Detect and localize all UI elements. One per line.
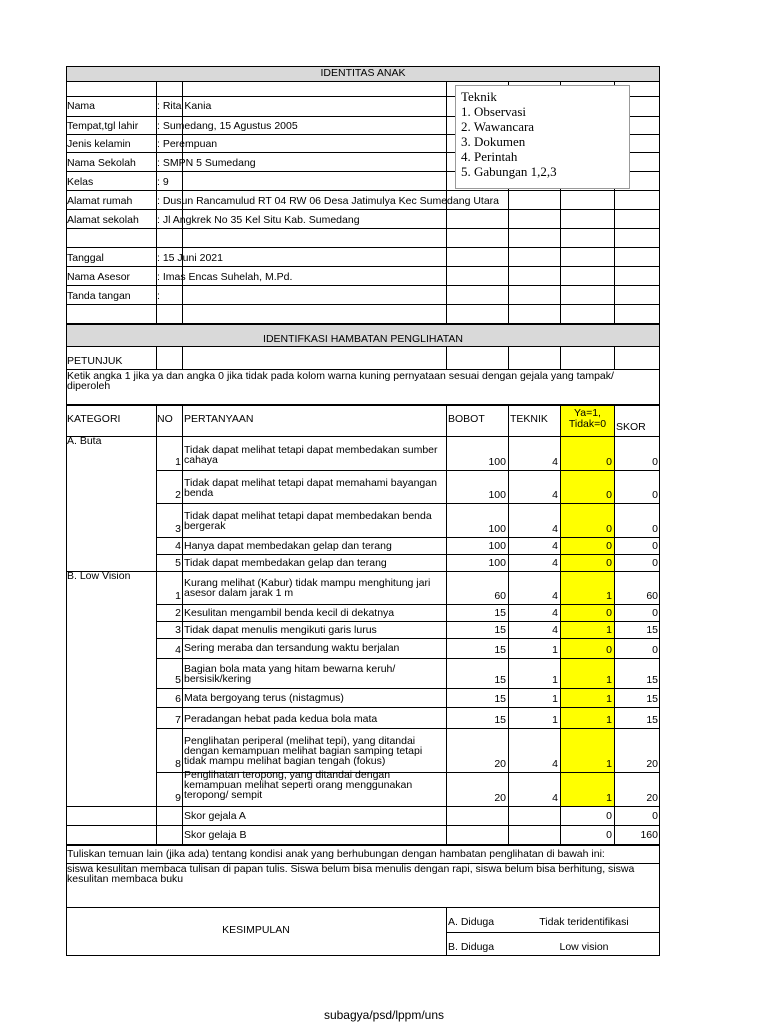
question-answer: 1 <box>606 714 612 726</box>
question-no: 5 <box>175 674 181 686</box>
label-kelas: Kelas <box>67 176 94 188</box>
question-teknik: 4 <box>552 489 558 501</box>
category-b: B. Low Vision <box>67 570 131 582</box>
question-no: 8 <box>175 758 181 770</box>
value-alamat-sekolah: : Jl Angkrek No 35 Kel Situ Kab. Sumedang <box>157 214 360 226</box>
question-teknik: 1 <box>552 674 558 686</box>
question-teknik: 4 <box>552 590 558 602</box>
question-teknik: 4 <box>552 624 558 636</box>
question-skor: 20 <box>646 792 658 804</box>
question-skor: 0 <box>652 557 658 569</box>
question-no: 4 <box>175 540 181 552</box>
question-answer: 1 <box>606 792 612 804</box>
teknik-legend <box>455 85 630 189</box>
total-a-skor: 0 <box>652 810 658 822</box>
question-skor: 0 <box>652 489 658 501</box>
question-teknik: 4 <box>552 456 558 468</box>
question-answer: 0 <box>606 489 612 501</box>
question-text: Tidak dapat melihat tetapi dapat membedakan benda bergerak <box>184 510 432 532</box>
teknik-item-2: 2. Wawancara <box>461 119 535 134</box>
value-kelas: : 9 <box>157 176 169 188</box>
question-skor: 0 <box>652 644 658 656</box>
question-no: 9 <box>175 792 181 804</box>
question-skor: 15 <box>646 714 658 726</box>
total-a-ya: 0 <box>606 810 612 822</box>
col-no: NO <box>157 413 173 425</box>
question-skor: 0 <box>652 456 658 468</box>
value-tanggal: : 15 Juni 2021 <box>157 252 223 264</box>
question-answer: 0 <box>606 607 612 619</box>
value-tanda-tangan: : <box>157 290 160 302</box>
question-skor: 0 <box>652 607 658 619</box>
kesimpulan-label: KESIMPULAN <box>222 924 290 936</box>
question-answer: 1 <box>606 693 612 705</box>
kesimpulan-b-label: B. Diduga <box>448 941 495 953</box>
value-nama: : Rita Kania <box>157 100 212 112</box>
question-teknik: 1 <box>552 693 558 705</box>
question-no: 2 <box>175 607 181 619</box>
question-teknik: 1 <box>552 644 558 656</box>
col-skor: SKOR <box>616 421 646 433</box>
question-teknik: 1 <box>552 714 558 726</box>
kesimpulan-a-value: Tidak teridentifikasi <box>539 916 629 928</box>
question-answer: 1 <box>606 590 612 602</box>
identifikasi-header: IDENTIFKASI HAMBATAN PENGLIHATAN <box>263 333 463 345</box>
question-bobot: 15 <box>494 693 506 705</box>
teknik-item-3: 3. Dokumen <box>461 134 526 149</box>
total-b-ya: 0 <box>606 829 612 841</box>
question-skor: 15 <box>646 674 658 686</box>
question-text: Hanya dapat membedakan gelap dan terang <box>184 540 392 552</box>
value-nama-asesor: : Imas Encas Suhelah, M.Pd. <box>157 271 293 283</box>
question-no: 1 <box>175 456 181 468</box>
question-skor: 15 <box>646 693 658 705</box>
question-bobot: 20 <box>494 792 506 804</box>
col-bobot: BOBOT <box>448 413 485 425</box>
question-no: 3 <box>175 624 181 636</box>
col-ya: Ya=1, <box>574 407 601 419</box>
category-a: A. Buta <box>67 435 102 447</box>
total-b-skor: 160 <box>640 829 658 841</box>
question-answer: 0 <box>606 557 612 569</box>
question-bobot: 100 <box>488 489 506 501</box>
teknik-item-1: 1. Observasi <box>461 104 526 119</box>
question-bobot: 100 <box>488 456 506 468</box>
question-bobot: 100 <box>488 540 506 552</box>
question-bobot: 15 <box>494 624 506 636</box>
col-tidak: Tidak=0 <box>568 418 607 430</box>
question-no: 3 <box>175 523 181 535</box>
question-skor: 15 <box>646 624 658 636</box>
question-skor: 20 <box>646 758 658 770</box>
label-alamat-rumah: Alamat rumah <box>67 195 133 207</box>
question-answer: 1 <box>606 758 612 770</box>
label-tanggal: Tanggal <box>67 252 104 264</box>
question-teknik: 4 <box>552 523 558 535</box>
question-bobot: 20 <box>494 758 506 770</box>
value-tempat-tgl-lahir: : Sumedang, 15 Agustus 2005 <box>157 120 298 132</box>
label-alamat-sekolah: Alamat sekolah <box>67 214 139 226</box>
question-bobot: 100 <box>488 557 506 569</box>
question-teknik: 4 <box>552 540 558 552</box>
question-text: Penglihatan teropong, yang ditandai dengan kemampuan melihat seperti orang menggunakan teropong/ sempit <box>184 769 413 801</box>
question-no: 4 <box>175 644 181 656</box>
question-text: Mata bergoyang terus (nistagmus) <box>184 692 344 704</box>
question-bobot: 15 <box>494 714 506 726</box>
question-text: Bagian bola mata yang hitam bewarna keruh/ bersisik/kering <box>184 663 396 685</box>
footer: subagya/psd/lppm/uns <box>323 1008 445 1022</box>
question-text: Sering meraba dan tersandung waktu berjalan <box>184 642 400 654</box>
teknik-item-4: 4. Perintah <box>461 149 518 164</box>
question-answer: 1 <box>606 624 612 636</box>
question-no: 6 <box>175 693 181 705</box>
temuan-text: siswa kesulitan membaca tulisan di papan tulis. Siswa belum bisa menulis dengan rapi, siswa belum bisa berhitung, siswa kesulitan membaca buku <box>67 863 635 885</box>
question-teknik: 4 <box>552 557 558 569</box>
question-skor: 0 <box>652 523 658 535</box>
total-a-label: Skor gejala A <box>184 810 246 822</box>
question-answer: 0 <box>606 523 612 535</box>
question-bobot: 15 <box>494 674 506 686</box>
label-tanda-tangan: Tanda tangan <box>67 290 131 302</box>
question-teknik: 4 <box>552 792 558 804</box>
temuan-label: Tuliskan temuan lain (jika ada) tentang kondisi anak yang berhubungan dengan hambatan penglihatan di bawah ini: <box>67 848 605 860</box>
question-answer: 0 <box>606 644 612 656</box>
question-text: Penglihatan periperal (melihat tepi), yang ditandai dengan kemampuan melihat bagian samping tetapi tidak mampu melihat bagian tengah (fokus) <box>184 735 423 767</box>
total-b-label: Skor gelaja B <box>184 829 247 841</box>
question-text: Peradangan hebat pada kedua bola mata <box>184 713 378 725</box>
question-bobot: 100 <box>488 523 506 535</box>
question-teknik: 4 <box>552 758 558 770</box>
col-teknik: TEKNIK <box>510 413 548 425</box>
petunjuk-text: Ketik angka 1 jika ya dan angka 0 jika tidak pada kolom warna kuning pernyataan sesuai dengan gejala yang tampak/ diperoleh <box>67 370 614 392</box>
col-pertanyaan: PERTANYAAN <box>184 413 254 425</box>
value-nama-sekolah: : SMPN 5 Sumedang <box>157 157 256 169</box>
label-nama-sekolah: Nama Sekolah <box>67 157 136 169</box>
question-bobot: 15 <box>494 644 506 656</box>
label-tempat-tgl-lahir: Tempat,tgl lahir <box>67 120 139 132</box>
question-no: 2 <box>175 489 181 501</box>
question-skor: 0 <box>652 540 658 552</box>
question-text: Kurang melihat (Kabur) tidak mampu menghitung jari asesor dalam jarak 1 m <box>184 577 431 599</box>
question-bobot: 15 <box>494 607 506 619</box>
question-no: 1 <box>175 590 181 602</box>
identitas-header: IDENTITAS ANAK <box>320 67 406 79</box>
label-jenis-kelamin: Jenis kelamin <box>67 138 131 150</box>
teknik-item-5: 5. Gabungan 1,2,3 <box>461 164 557 179</box>
question-text: Tidak dapat menulis mengikuti garis lurus <box>184 624 377 636</box>
label-nama-asesor: Nama Asesor <box>67 271 131 283</box>
value-jenis-kelamin: : Perempuan <box>157 138 218 150</box>
label-nama: Nama <box>67 100 96 112</box>
petunjuk-label: PETUNJUK <box>67 355 123 367</box>
question-text: Kesulitan mengambil benda kecil di dekatnya <box>184 607 395 619</box>
value-alamat-rumah: : Dusun Rancamulud RT 04 RW 06 Desa Jatimulya Kec Sumedang Utara <box>157 195 500 207</box>
kesimpulan-a-label: A. Diduga <box>448 916 495 928</box>
question-text: Tidak dapat membedakan gelap dan terang <box>184 557 387 569</box>
question-text: Tidak dapat melihat tetapi dapat membedakan sumber cahaya <box>184 444 438 466</box>
question-answer: 0 <box>606 540 612 552</box>
assessment-form <box>66 66 660 956</box>
question-bobot: 60 <box>494 590 506 602</box>
question-teknik: 4 <box>552 607 558 619</box>
col-kategori: KATEGORI <box>67 413 121 425</box>
question-no: 5 <box>175 557 181 569</box>
question-skor: 60 <box>646 590 658 602</box>
question-answer: 1 <box>606 674 612 686</box>
kesimpulan-b-value: Low vision <box>559 941 609 953</box>
question-no: 7 <box>175 714 181 726</box>
teknik-title: Teknik <box>461 89 497 104</box>
question-text: Tidak dapat melihat tetapi dapat memahami bayangan benda <box>184 477 437 499</box>
question-answer: 0 <box>606 456 612 468</box>
